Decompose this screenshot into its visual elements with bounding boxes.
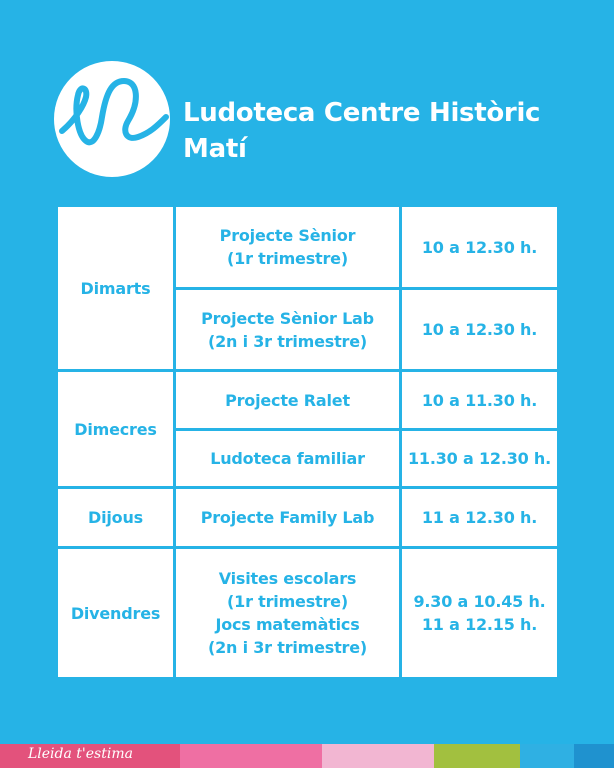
footer-segment-blue	[574, 744, 614, 768]
time-friday: 9.30 a 10.45 h. 11 a 12.15 h.	[402, 549, 557, 677]
ludoteca-logo-icon	[54, 61, 170, 177]
day-thursday: Dijous	[58, 489, 173, 546]
day-tuesday: Dimarts	[58, 207, 173, 369]
footer-bar	[0, 744, 614, 768]
footer-segment-green	[434, 744, 520, 768]
title-line-2: Matí	[183, 134, 247, 164]
time-family-lab: 11 a 12.30 h.	[402, 489, 557, 546]
footer-segment-pink	[180, 744, 322, 768]
footer-brand: Lleida t'estima	[28, 746, 133, 762]
time-ralet: 10 a 11.30 h.	[402, 372, 557, 428]
activity-ludoteca-familiar: Ludoteca familiar	[176, 431, 399, 486]
footer-segment-light-pink	[322, 744, 434, 768]
time-senior: 10 a 12.30 h.	[402, 207, 557, 287]
footer-segment-light-blue	[520, 744, 574, 768]
time-ludoteca-familiar: 11.30 a 12.30 h.	[402, 431, 557, 486]
title-line-1: Ludoteca Centre Històric	[183, 98, 541, 128]
day-friday: Divendres	[58, 549, 173, 677]
page-title	[183, 95, 540, 167]
activity-ralet: Projecte Ralet	[176, 372, 399, 428]
activity-senior: Projecte Sènior (1r trimestre)	[176, 207, 399, 287]
activity-senior-lab: Projecte Sènior Lab (2n i 3r trimestre)	[176, 290, 399, 369]
time-senior-lab: 10 a 12.30 h.	[402, 290, 557, 369]
activity-friday: Visites escolars (1r trimestre) Jocs matemàtics (2n i 3r trimestre)	[176, 549, 399, 677]
activity-family-lab: Projecte Family Lab	[176, 489, 399, 546]
day-wednesday: Dimecres	[58, 372, 173, 486]
